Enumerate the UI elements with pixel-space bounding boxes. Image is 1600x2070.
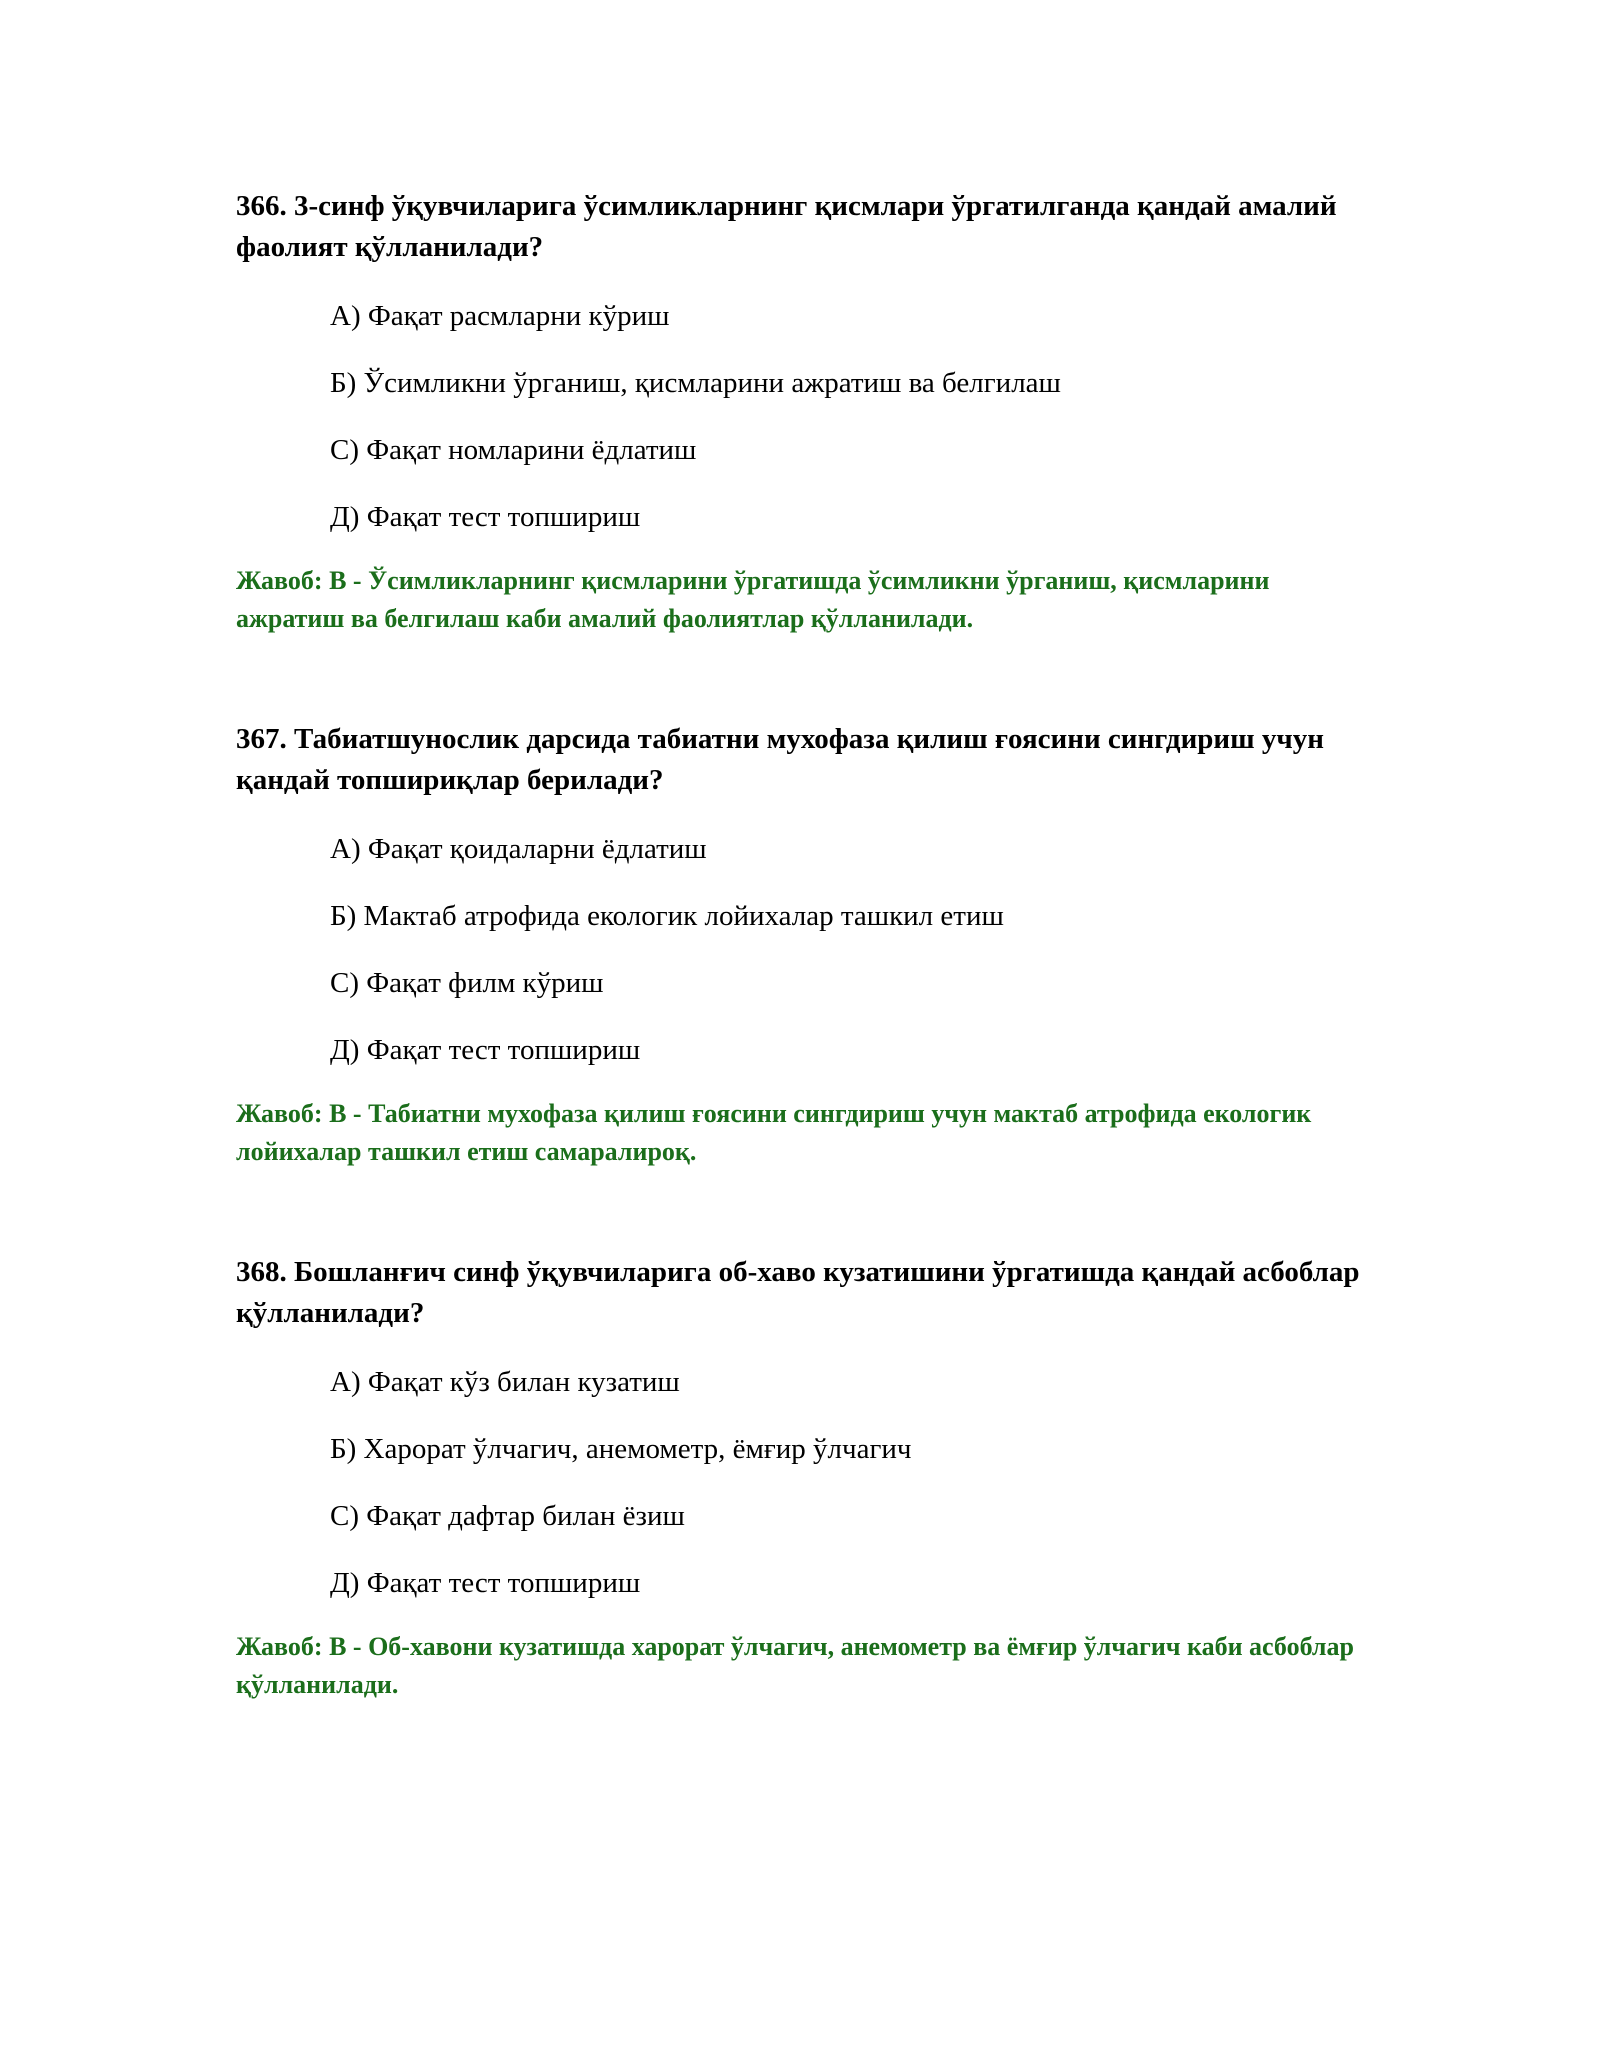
option-d: Д) Фақат тест топшириш	[330, 501, 641, 533]
answer-text: Жавоб: B - Ўсимликларнинг қисмларини ўргатишда ўсимликни ўрганиш, қисмларини ажратиш ва белгилаш каби амалий фаолиятлар қўлланилади.	[236, 566, 1270, 633]
question-text: 366. 3-синф ўқувчиларига ўсимликларнинг қисмлари ўргатилганда қандай амалий фаолият қўлланилади?	[236, 190, 1337, 263]
answer-text: Жавоб: B - Табиатни мухофаза қилиш ғоясини сингдириш учун мактаб атрофида екологик лойихалар ташкил етиш самаралироқ.	[236, 1099, 1312, 1166]
option-c: С) Фақат дафтар билан ёзиш	[330, 1500, 685, 1532]
options-list	[330, 829, 1366, 1070]
option-a: А) Фақат қоидаларни ёдлатиш	[330, 833, 707, 865]
option-b: Б) Харорат ўлчагич, анемометр, ёмғир ўлчагич	[330, 1433, 912, 1465]
option-c: С) Фақат номларини ёдлатиш	[330, 434, 697, 466]
options-list	[330, 1362, 1366, 1603]
options-list	[330, 296, 1366, 537]
option-d: Д) Фақат тест топшириш	[330, 1034, 641, 1066]
option-b: Б) Мактаб атрофида екологик лойихалар ташкил етиш	[330, 900, 1004, 932]
document-content	[236, 186, 1366, 1785]
question-block-367	[236, 719, 1366, 1171]
answer-text: Жавоб: B - Об-хавони кузатишда харорат ўлчагич, анемометр ва ёмғир ўлчагич каби асбоблар қўлланилади.	[236, 1632, 1354, 1699]
option-d: Д) Фақат тест топшириш	[330, 1567, 641, 1599]
question-text: 367. Табиатшунослик дарсида табиатни мухофаза қилиш ғоясини сингдириш учун қандай топшириқлар берилади?	[236, 723, 1324, 796]
question-block-366	[236, 186, 1366, 638]
option-b: Б) Ўсимликни ўрганиш, қисмларини ажратиш ва белгилаш	[330, 367, 1061, 399]
option-a: А) Фақат кўз билан кузатиш	[330, 1366, 680, 1398]
option-a: А) Фақат расмларни кўриш	[330, 300, 670, 332]
question-block-368	[236, 1252, 1366, 1704]
option-c: С) Фақат филм кўриш	[330, 967, 604, 999]
question-text: 368. Бошланғич синф ўқувчиларига об-хаво кузатишини ўргатишда қандай асбоблар қўлланилади?	[236, 1256, 1360, 1329]
